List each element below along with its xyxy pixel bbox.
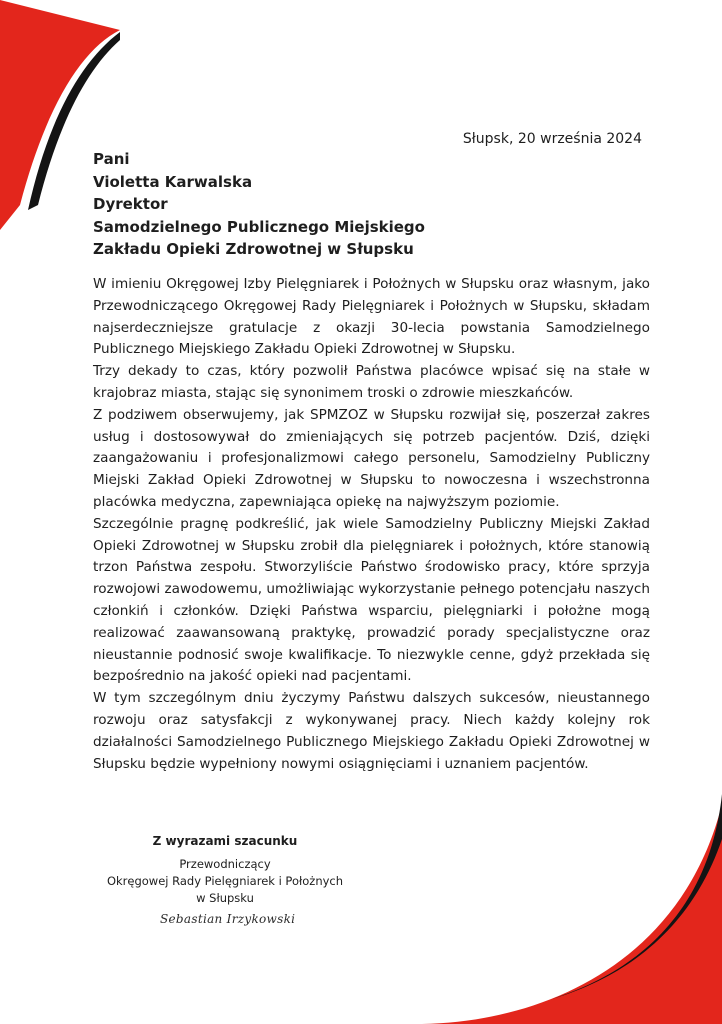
place-date: Słupsk, 20 września 2024 — [462, 131, 642, 147]
signatory-title-line: w Słupsku — [196, 891, 254, 905]
addressee-salutation: Pani — [93, 150, 130, 168]
addressee-name: Violetta Karwalska — [93, 172, 253, 191]
addressee-institution-line-2: Zakładu Opieki Zdrowotnej w Słupsku — [93, 240, 414, 258]
signatory-title-line: Przewodniczący — [179, 857, 271, 871]
corner-decoration-bottom-right — [422, 784, 722, 1024]
body-paragraph: W tym szczególnym dniu życzymy Państwu dalszych sukcesów, nieustannego rozwoju oraz satysfakcji z wykonywanej pracy. Niech każdy kolejny rok działalności Samodzielnego Publicznego Miejskiego Zakładu Opieki Zdrowotnej w Słupsku będzie wypełniony nowymi osiągnięciami i uznaniem pacjentów. — [93, 690, 650, 772]
signatory-title-line: Okręgowej Rady Pielęgniarek i Położnych — [106, 874, 344, 888]
addressee-institution-line-1: Samodzielnego Publicznego Miejskiego — [93, 217, 425, 236]
red-swoosh-bottom — [422, 804, 722, 1024]
body-paragraph: Szczególnie pragnę podkreślić, jak wiele Samodzielny Publiczny Miejski Zakład Opieki Zdrowotnej w Słupsku zrobił dla pielęgniarek i położnych, które stanowią trzon Państwa zespołu. Stworzyliście Państwo środowisko pracy, które sprzyja rozwojowi zawodowemu, umożliwiając wykorzystanie pełnego potencjału naszych członkiń i członków. Dzięki Państwa wsparciu, pielęgniarki i położne mogą realizować zaawansowaną praktykę, prowadzić porady specjalistyczne oraz nieustannie podnosić swoje kwalifikacje. To niezwykle cenne, gdyż przekłada się bezpośrednio na jakość opieki nad pacjentami. — [93, 515, 650, 685]
addressee-block — [93, 148, 653, 261]
closing-regards: Z wyrazami szacunku — [152, 834, 298, 848]
closing-block — [100, 834, 350, 907]
letter-body — [93, 274, 650, 775]
addressee-position: Dyrektor — [93, 195, 168, 213]
body-paragraph: W imieniu Okręgowej Izby Pielęgniarek i Położnych w Słupsku oraz własnym, jako Przewodniczącego Okręgowej Rady Pielęgniarek i Położnych w Słupsku, składam najserdeczniejsze gratulacje z okazji 30-lecia powstania Samodzielnego Publicznego Miejskiego Zakładu Opieki Zdrowotnej w Słupsku. — [93, 276, 650, 358]
body-paragraph: Trzy dekady to czas, który pozwolił Państwa placówce wpisać się na stałe w krajobraz miasta, stając się synonimem troski o zdrowie mieszkańców. — [93, 363, 650, 401]
body-paragraph: Z podziwem obserwujemy, jak SPMZOZ w Słupsku rozwijał się, poszerzał zakres usług i dostosowywał do zmieniających się potrzeb pacjentów. Dziś, dzięki zaangażowaniu i profesjonalizmowi całego personelu, Samodzielny Publiczny Miejski Zakład Opieki Zdrowotnej w Słupsku to nowoczesna i wszechstronna placówka medyczna, zapewniająca opiekę na najwyższym poziomie. — [93, 406, 650, 510]
handwritten-signature: Sebastian Irzykowski — [160, 912, 296, 926]
